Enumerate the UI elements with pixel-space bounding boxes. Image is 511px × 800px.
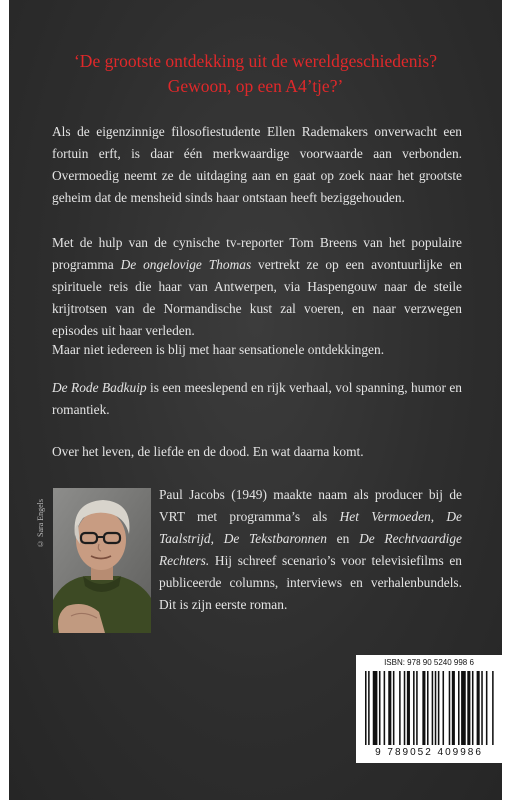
tagline-quote-line-1: ‘De grootste ontdekking uit de wereldgeschiedenis? bbox=[73, 51, 437, 71]
barcode-bar bbox=[404, 671, 406, 745]
barcode-bar bbox=[435, 671, 437, 745]
blurb-paragraph-5: Over het leven, de liefde en de dood. En wat daarna komt. bbox=[52, 444, 364, 459]
blurb-paragraph-2-text-a: Met de hulp van de cynische tv-reporter Tom Breens van het populaire programma bbox=[52, 235, 462, 272]
barcode-bar bbox=[467, 671, 470, 745]
blurb-paragraph-2 bbox=[52, 232, 462, 342]
barcode-bar bbox=[384, 671, 386, 745]
photo-credit: © Sara Engels bbox=[36, 499, 45, 548]
barcode-bar bbox=[477, 671, 480, 745]
program-title-4: De Rechtvaardige Rechters. bbox=[159, 531, 463, 568]
book-title: De Rode Badkuip bbox=[52, 380, 147, 395]
barcode-bar bbox=[486, 671, 488, 745]
barcode-bar bbox=[393, 671, 395, 745]
blurb-paragraph-1: Als de eigenzinnige filosofiestudente Ellen Rademakers onverwacht een fortuin erft, is daar één merkwaardige voorwaarde aan verbonden. Overmoedig neemt ze de uitdaging aan en gaat op zoek naar het grootste geheim dat de mensheid sinds haar ontstaan heeft beziggehouden. bbox=[52, 124, 462, 205]
author-bio-text-b: Hij schreef scenario’s voor televisiefilms en publiceerde columns, interviews en verhalenbundels. Dit is zijn eerste roman. bbox=[159, 553, 462, 612]
tv-program-title: De ongelovige Thomas bbox=[120, 257, 252, 272]
barcode-bar bbox=[443, 671, 445, 745]
program-title-3: De Tekstbaronnen bbox=[223, 531, 327, 546]
author-bio-separator-3: en bbox=[326, 531, 360, 546]
barcode-bar bbox=[416, 671, 418, 745]
author-bio bbox=[159, 484, 462, 616]
barcode-bar bbox=[449, 671, 451, 745]
barcode-bar bbox=[481, 671, 483, 745]
author-photo bbox=[53, 488, 151, 633]
blurb-paragraph-2-text-b: vertrekt ze op een avontuurlijke en spirituele reis die haar van Antwerpen, via Haspengouw naar de steile krijtrotsen van de Normandische kust zal voeren, en naar verzwegen episodes uit haar verleden. bbox=[52, 257, 462, 338]
tagline-quote-line-2: Gewoon, op een A4’tje?’ bbox=[167, 76, 344, 96]
blurb-paragraph-4 bbox=[52, 377, 462, 421]
barcode-bar bbox=[373, 671, 378, 745]
barcode-bar bbox=[427, 671, 429, 745]
barcode-bar bbox=[399, 671, 401, 745]
isbn-digits: 9 789052 409986 bbox=[375, 747, 483, 758]
program-title-1: Het Vermoeden bbox=[339, 509, 431, 524]
back-cover bbox=[9, 0, 502, 800]
barcode-bar bbox=[368, 671, 370, 745]
barcode-bar bbox=[472, 671, 474, 745]
barcode-bar bbox=[388, 671, 391, 745]
barcode-bar bbox=[422, 671, 425, 745]
barcode-bar bbox=[413, 671, 415, 745]
author-bio-separator-1: , bbox=[430, 509, 447, 524]
author-bio-text-a: Paul Jacobs (1949) maakte naam als producer bij de VRT met programma’s als bbox=[159, 487, 462, 524]
barcode-bar bbox=[458, 671, 460, 745]
barcode-bar bbox=[461, 671, 466, 745]
barcode-bar bbox=[452, 671, 455, 745]
isbn-label: ISBN: 978 90 5240 998 6 bbox=[384, 658, 474, 667]
program-title-2: De Taalstrijd bbox=[159, 509, 462, 546]
blurb-paragraph-4-text: is een meeslepend en rijk verhaal, vol spanning, humor en romantiek. bbox=[52, 380, 462, 417]
author-bio-separator-2: , bbox=[210, 531, 224, 546]
barcode bbox=[356, 655, 502, 763]
barcode-bar bbox=[379, 671, 381, 745]
blurb-paragraph-3: Maar niet iedereen is blij met haar sensationele ontdekkingen. bbox=[52, 342, 385, 357]
barcode-bar bbox=[492, 671, 494, 745]
barcode-bar bbox=[432, 671, 434, 745]
barcode-bar bbox=[438, 671, 440, 745]
barcode-bar bbox=[407, 671, 410, 745]
barcode-bar bbox=[365, 671, 367, 745]
